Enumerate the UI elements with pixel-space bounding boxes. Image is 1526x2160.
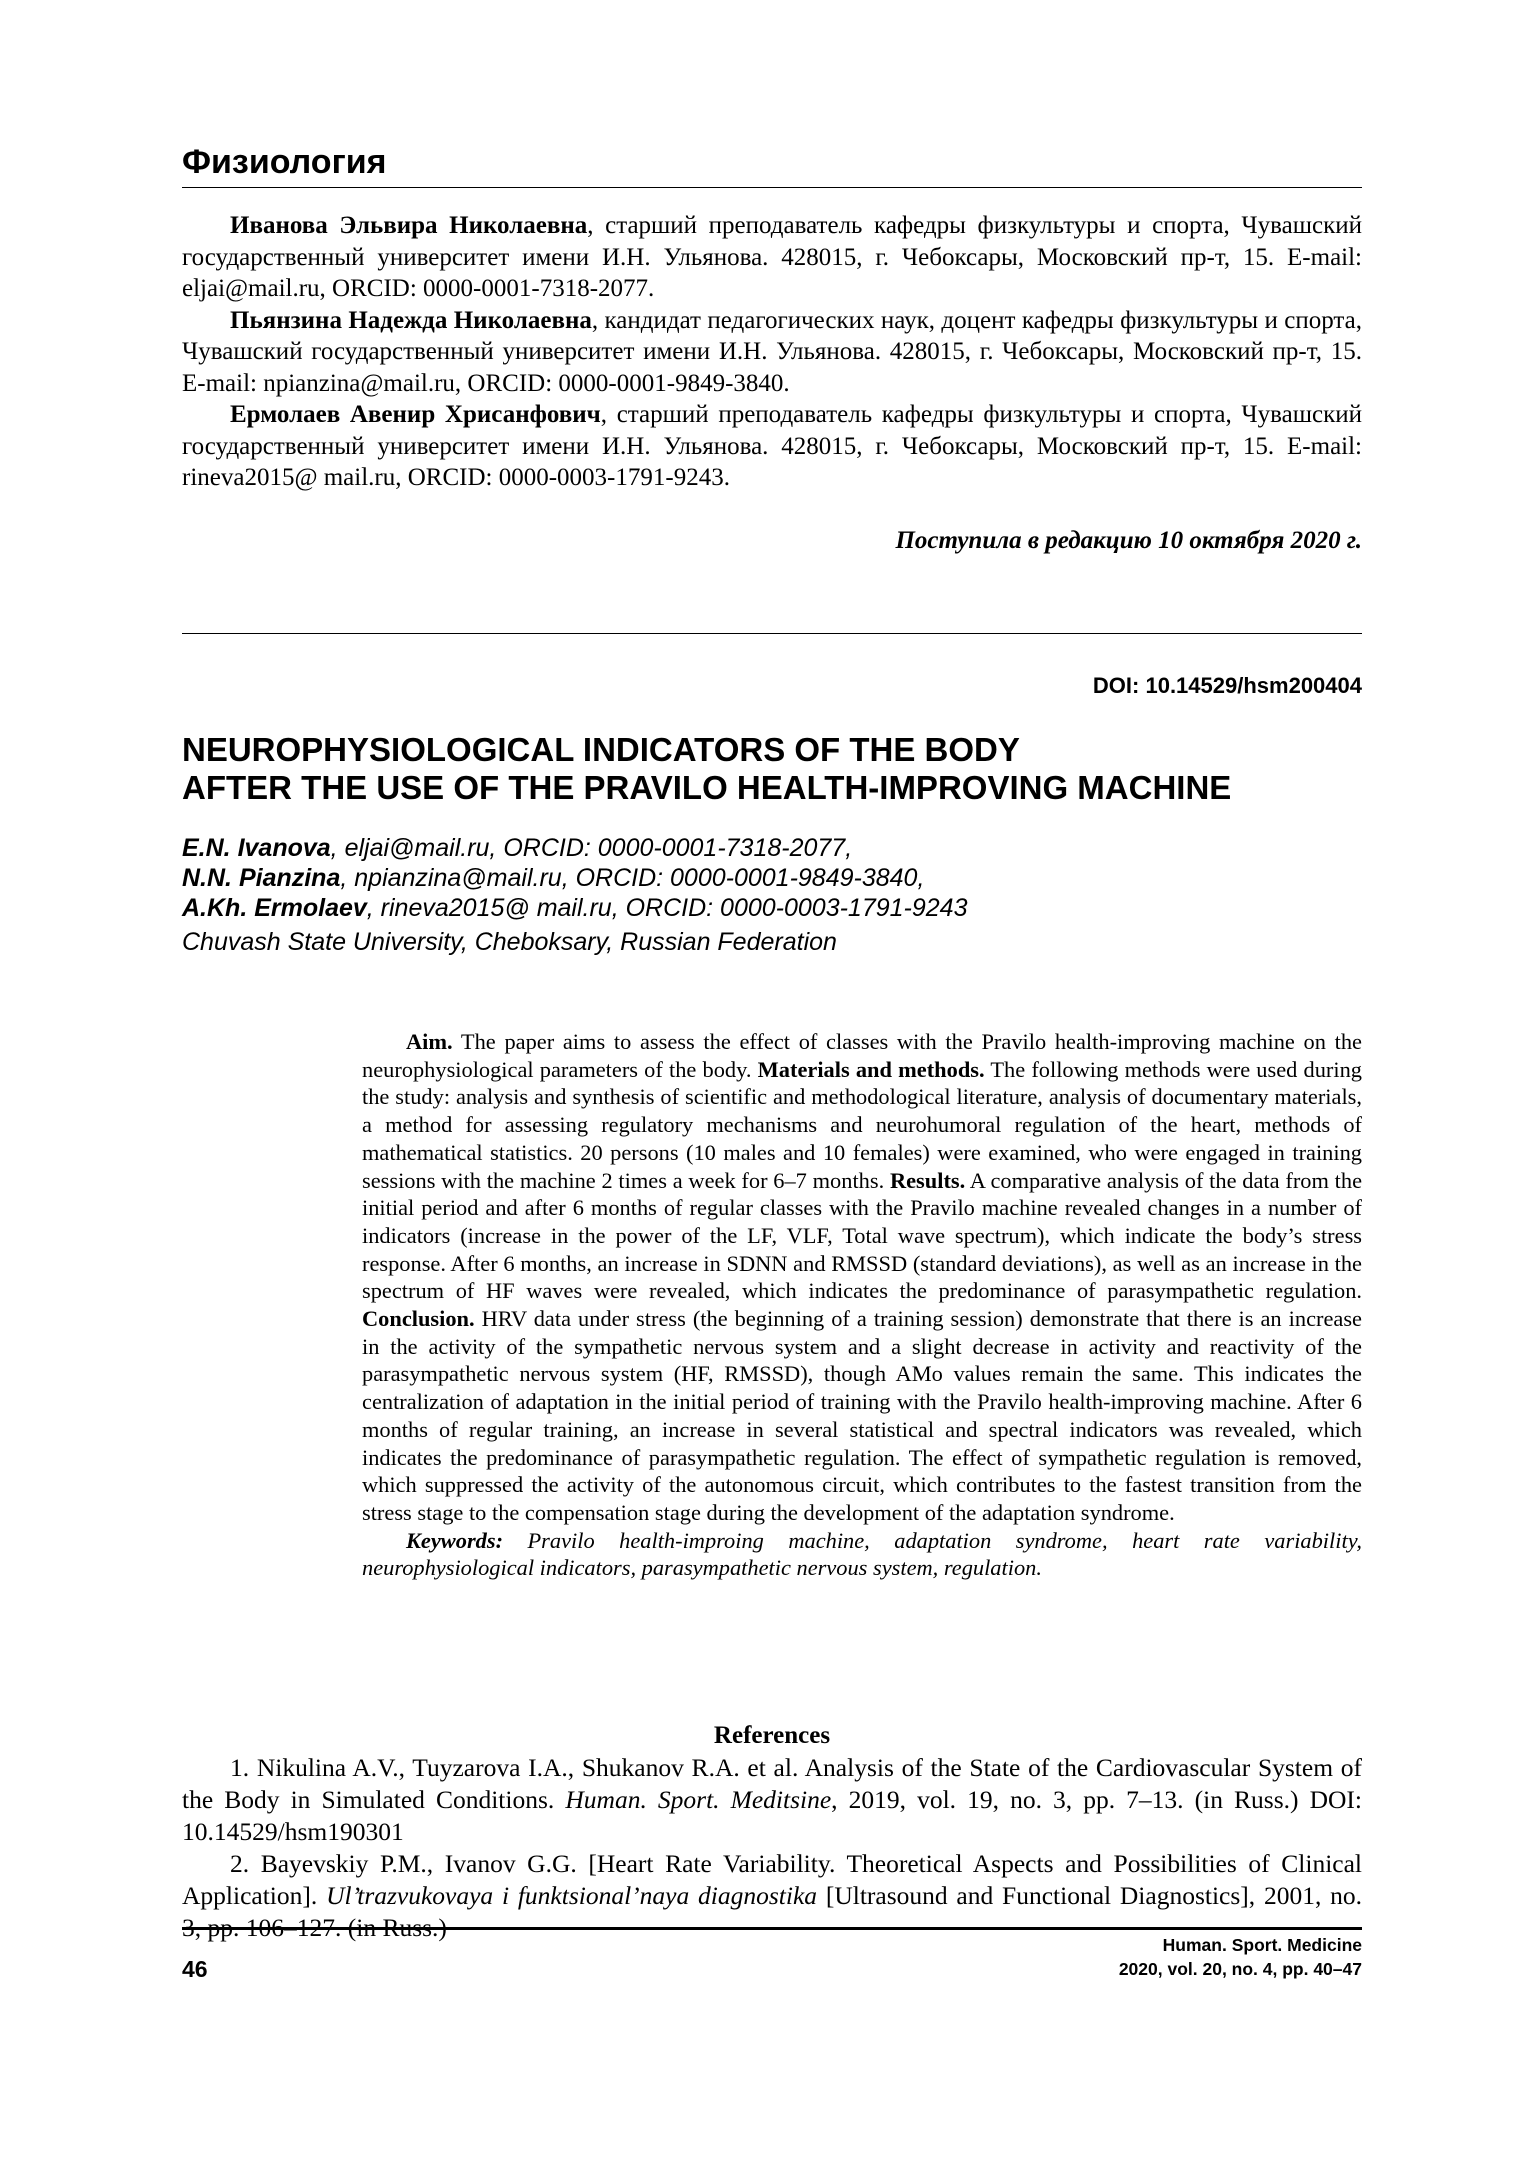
results-text: A comparative analysis of the data from the initial period and after 6 months of regular classes with the Pravilo machine revealed changes in a number of indicators (increase in the power of the LF, VLF, Total wave spectrum), which indicate the body’s stress response. After 6 months, an increase in SDNN and RMSSD (standard deviations), as well as an increase in the spectrum of HF waves were revealed, which indicates the predominance of parasympathetic regulation. <box>362 1167 1363 1304</box>
author-details: , кандидат педагогических наук, доцент кафедры физкультуры и спорта, Чувашский государственный университет имени И.Н. Ульянова. 428015, г. Чебоксары, Московский пр-т, 15. E-mail: npianzina@mail.ru, ORCID: 0000-0001-9849-3840. <box>182 306 1362 397</box>
journal-info <box>900 1933 1362 1981</box>
authors-en <box>182 833 1362 957</box>
author-details: , rineva2015@ mail.ru, ORCID: 0000-0003-1791-9243 <box>366 894 968 922</box>
keywords-label: Keywords: <box>406 1527 504 1553</box>
section-title: Физиология <box>182 143 387 181</box>
author-entry <box>182 210 1362 305</box>
conclusion-label: Conclusion. <box>362 1306 475 1332</box>
author-info-ru <box>182 210 1362 494</box>
methods-label: Materials and methods. <box>757 1056 985 1082</box>
article-divider <box>182 633 1362 634</box>
keywords-text: Pravilo health-improing machine, adaptation syndrome, heart rate variability, neurophysiological indicators, parasympathetic nervous system, regulation. <box>362 1527 1362 1581</box>
title-line: NEUROPHYSIOLOGICAL INDICATORS OF THE BODY <box>182 731 1020 768</box>
author-name: Пьянзина Надежда Николаевна <box>230 306 592 334</box>
author-name: E.N. Ivanova <box>182 834 331 862</box>
page-number: 46 <box>182 1956 208 1982</box>
abstract <box>362 1028 1362 1582</box>
reference-source: Ul’trazvukovaya i funktsional’naya diagnostika <box>326 1881 818 1910</box>
reference-text: 1. Nikulina A.V., Tuyzarova I.A., Shukanov R.A. et al. Analysis of the State of the Cardiovascular System of the Body in Simulated Conditions. <box>182 1753 1362 1814</box>
abstract-body <box>362 1028 1362 1527</box>
reference-text: [Ultrasound and Functional Diagnostics], 2001, no. 3, pp. 106–127. (in Russ.) <box>182 1881 1362 1942</box>
author-line <box>182 863 1362 893</box>
reference-text: 2. Bayevskiy P.M., Ivanov G.G. [Heart Rate Variability. Theoretical Aspects and Possibilities of Clinical Application]. <box>182 1849 1362 1910</box>
footer-divider <box>182 1927 1362 1930</box>
keywords <box>362 1527 1362 1582</box>
conclusion-text: HRV data under stress (the beginning of a training session) demonstrate that there is an increase in the activity of the sympathetic nervous system and a slight decrease in activity and reactivity of the parasympathetic nervous system (HF, RMSSD), though AMo values remain the same. This indicates the centralization of adaptation in the initial period of training with the Pravilo health-improving machine. After 6 months of regular training, an increase in several statistical and spectral indicators was revealed, which indicates the predominance of parasympathetic regulation. The effect of sympathetic regulation is removed, which suppressed the activity of the autonomous circuit, which contributes to the fastest transition from the stress stage to the compensation stage during the development of the adaptation syndrome. <box>362 1306 1362 1525</box>
reference-source: Human. Sport. Meditsine <box>565 1785 832 1814</box>
author-name: Иванова Эльвира Николаевна <box>230 212 588 239</box>
author-line <box>182 833 1362 863</box>
reference-item <box>182 1752 1362 1848</box>
author-details: , eljai@mail.ru, ORCID: 0000-0001-7318-2077, <box>330 834 853 862</box>
reference-text: , 2019, vol. 19, no. 3, pp. 7–13. (in Russ.) DOI: 10.14529/hsm190301 <box>182 1785 1362 1846</box>
received-date: Поступила в редакцию 10 октября 2020 г. <box>895 527 1362 554</box>
journal-issue: 2020, vol. 20, no. 4, pp. 40–47 <box>1118 1959 1362 1979</box>
author-details: , старший преподаватель кафедры физкультуры и спорта, Чувашский государственный университет имени И.Н. Ульянова. 428015, г. Чебоксары, Московский пр-т, 15. E-mail: rineva2015@ mail.ru, ORCID: 0000-0003-1791-9243. <box>182 401 1363 491</box>
affiliation: Chuvash State University, Cheboksary, Russian Federation <box>182 928 837 956</box>
author-entry <box>182 399 1362 494</box>
author-name: Ермолаев Авенир Хрисанфович <box>230 401 601 428</box>
section-divider <box>182 187 1362 188</box>
author-line <box>182 893 1362 923</box>
doi: DOI: 10.14529/hsm200404 <box>1092 673 1362 698</box>
article-title-en <box>182 731 1362 807</box>
author-entry <box>182 305 1362 400</box>
author-name: A.Kh. Ermolaev <box>182 894 367 922</box>
aim-label: Aim. <box>406 1029 453 1054</box>
results-label: Results. <box>889 1167 966 1193</box>
title-line: AFTER THE USE OF THE PRAVILO HEALTH-IMPROVING MACHINE <box>182 769 1232 806</box>
author-details: , старший преподаватель кафедры физкультуры и спорта, Чувашский государственный университет имени И.Н. Ульянова. 428015, г. Чебоксары, Московский пр-т, 15. E-mail: eljai@mail.ru, ORCID: 0000-0001-7318-2077. <box>182 212 1362 302</box>
author-name: N.N. Pianzina <box>182 864 341 892</box>
methods-text: The following methods were used during the study: analysis and synthesis of scientific and methodological literature, analysis of documentary materials, a method for assessing regulatory mechanisms and neurohumoral regulation of the heart, methods of mathematical statistics. 20 persons (10 males and 10 females) were examined, who were engaged in training sessions with the machine 2 times a week for 6–7 months. <box>362 1056 1362 1193</box>
author-details: , npianzina@mail.ru, ORCID: 0000-0001-9849-3840, <box>340 864 925 892</box>
journal-name: Human. Sport. Medicine <box>1162 1935 1362 1955</box>
references-heading: References <box>713 1722 831 1749</box>
aim-text: The paper aims to assess the effect of classes with the Pravilo health-improving machine on the neurophysiological parameters of the body. <box>362 1029 1362 1082</box>
references-list <box>182 1752 1362 1942</box>
